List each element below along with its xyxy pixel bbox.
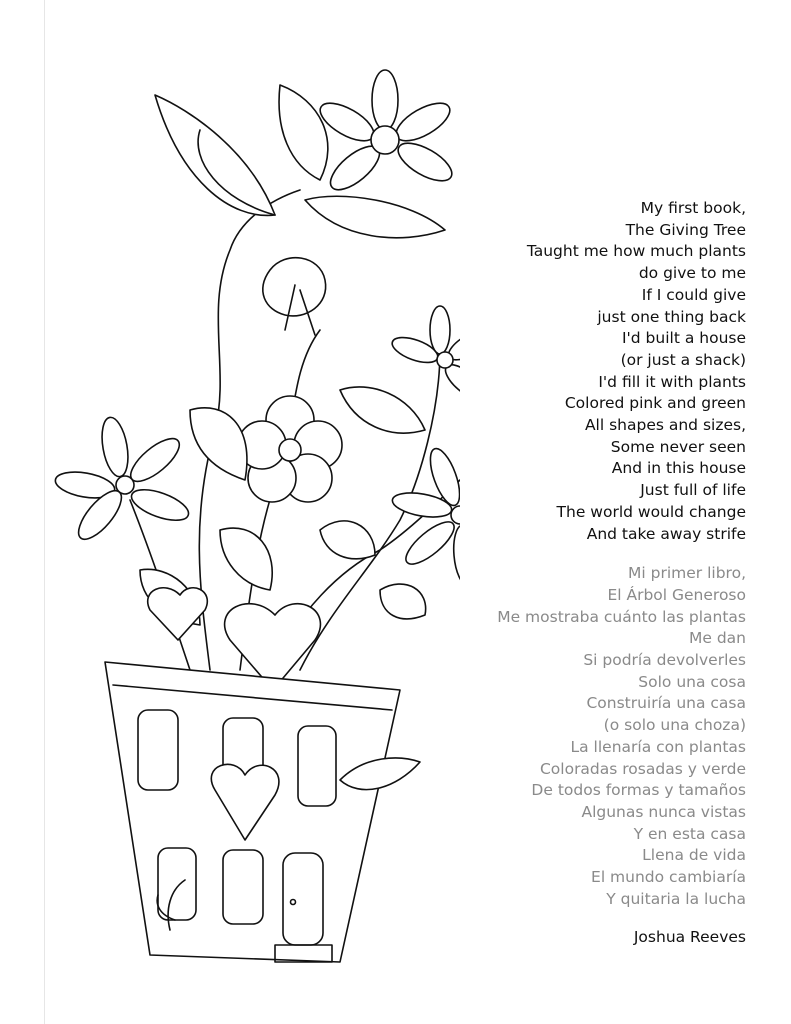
- poem-line: The Giving Tree: [625, 220, 746, 239]
- poem-line: La llenaría con plantas: [570, 737, 746, 756]
- heart-leaf: [148, 588, 208, 640]
- poem-line: (o solo una choza): [603, 716, 746, 735]
- poem-line: just one thing back: [597, 307, 746, 326]
- leaf: [220, 528, 272, 590]
- poem-line: The world would change: [556, 502, 746, 521]
- poem-line: Construiría una casa: [586, 694, 746, 713]
- poem-line: Coloradas rosadas y verde: [539, 759, 746, 778]
- poem-line: Si podría devolverles: [583, 651, 746, 670]
- poem-line: Some never seen: [610, 437, 746, 456]
- poem-line: Y en esta casa: [633, 824, 746, 843]
- flower: [263, 258, 326, 335]
- poem-line: Llena de vida: [642, 846, 746, 865]
- leaf: [190, 408, 247, 480]
- poem-line: Just full of life: [640, 481, 746, 500]
- window: [223, 850, 263, 924]
- poem-line: Mi primer libro,: [628, 564, 746, 583]
- poem-line: Me dan: [689, 629, 746, 648]
- poem-line: My first book,: [640, 199, 746, 217]
- poem-line: De todos formas y tamaños: [531, 781, 746, 800]
- poem: [416, 198, 746, 948]
- house-plant-line-art: [40, 50, 460, 970]
- poem-line: do give to me: [638, 264, 746, 283]
- window: [298, 726, 336, 806]
- window: [138, 710, 178, 790]
- door: [283, 853, 323, 945]
- window: [158, 848, 196, 920]
- poem-line: Solo una cosa: [638, 672, 746, 691]
- poem-author: Joshua Reeves: [633, 927, 746, 946]
- poem-line: Me mostraba cuánto las plantas: [497, 607, 746, 626]
- poem-line: If I could give: [641, 285, 746, 304]
- flower: [315, 70, 458, 197]
- poem-line: (or just a shack): [620, 350, 746, 369]
- poem-line: I'd built a house: [621, 329, 746, 348]
- poem-line: And take away strife: [586, 524, 746, 543]
- leaf: [320, 521, 375, 559]
- poem-line: All shapes and sizes,: [584, 416, 746, 435]
- poem-line: Taught me how much plants: [526, 242, 746, 261]
- poem-line: Y quitaria la lucha: [606, 889, 746, 908]
- poem-spanish: [416, 563, 746, 910]
- poem-line: El Árbol Generoso: [607, 585, 746, 604]
- flower: [53, 415, 192, 545]
- leaf: [340, 387, 425, 433]
- poem-line: Colored pink and green: [564, 394, 746, 413]
- poem-line: El mundo cambiaría: [591, 868, 746, 887]
- poem-english: [416, 198, 746, 545]
- poem-line: I'd fill it with plants: [598, 372, 746, 391]
- poem-line: Algunas nunca vistas: [581, 802, 746, 821]
- poem-line: And in this house: [611, 459, 746, 478]
- flower: [238, 396, 342, 502]
- leaf: [279, 85, 328, 180]
